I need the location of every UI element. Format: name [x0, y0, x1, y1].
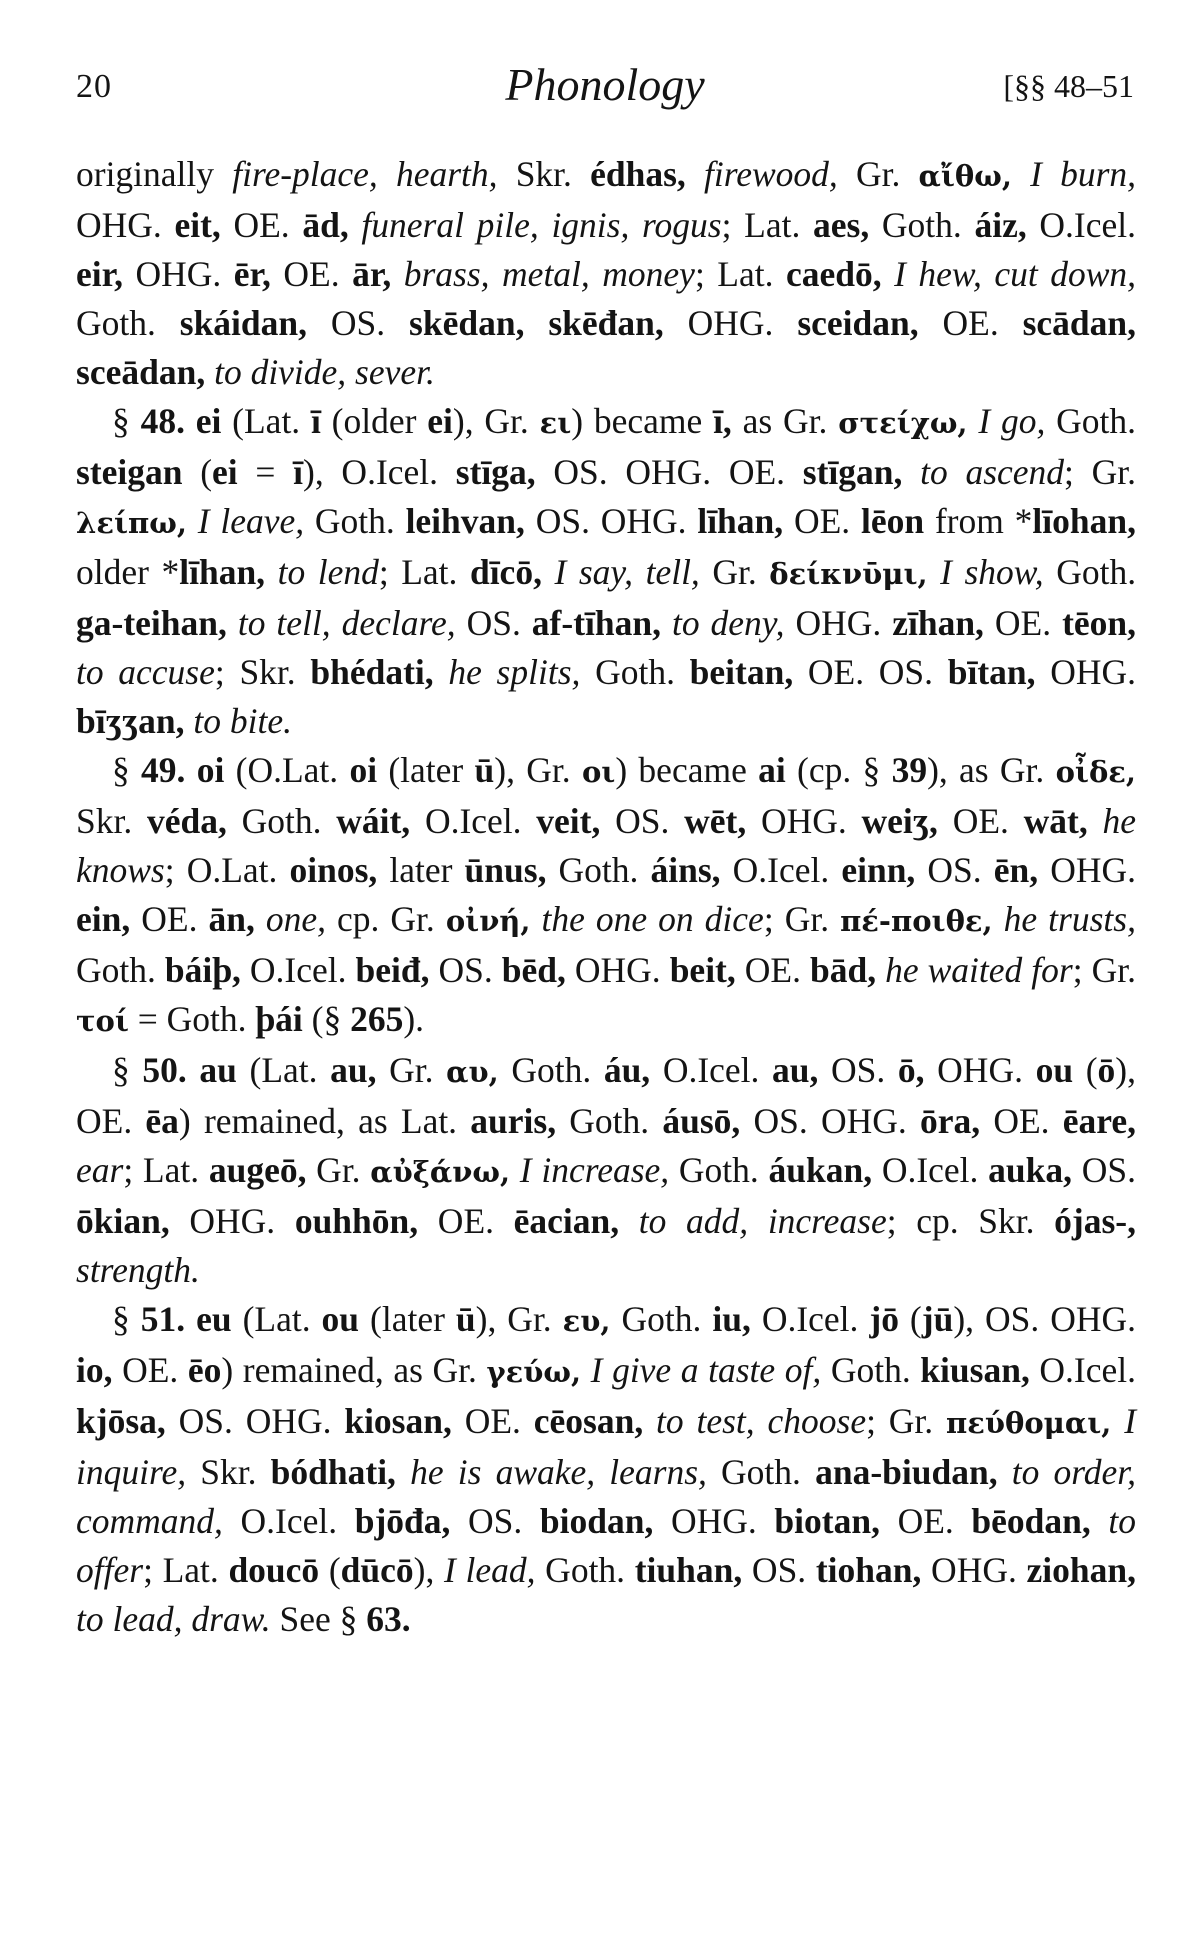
paragraph-section-49: § 49. oi (O.Lat. oi (later ū), Gr. οι) became ai (cp. § 39), as Gr. οἶδε, Skr. véda, Goth. wáit, O.Icel. veit, OS. wēt, OHG. weiʒ, OE. wāt, he knows; O.Lat. oinos, later ūnus, Goth. áins, O.Icel. einn, OS. ēn, OHG. ein, OE. ān, one, cp. Gr. οἰνή, the one on dice; Gr. πέ-ποιθε, he trusts, Goth. báiþ, O.Icel. beiđ, OS. bēd, OHG. beit, OE. bād, he waited for; Gr. τοί = Goth. þái (§ 265).	[76, 750, 1137, 1039]
paragraph-section-48: § 48. ei (Lat. ī (older ei), Gr. ει) became ī, as Gr. στείχω, I go, Goth. steigan (ei = ī), O.Icel. stīga, OS. OHG. OE. stīgan, to ascend; Gr. λείπω, I leave, Goth. leihvan, OS. OHG. līhan, OE. lēon from *līohan, older *līhan, to lend; Lat. dīcō, I say, tell, Gr. δείκνῡμι, I show, Goth. ga-teihan, to tell, declare, OS. af-tīhan, to deny, OHG. zīhan, OE. tēon, to accuse; Skr. bhédati, he splits, Goth. beitan, OE. OS. bītan, OHG. bīʒʒan, to bite.	[76, 401, 1137, 741]
paragraph-section-50: § 50. au (Lat. au, Gr. αυ, Goth. áu, O.Icel. au, OS. ō, OHG. ou (ō), OE. ēa) remained, as Lat. auris, Goth. áusō, OS. OHG. ōra, OE. ēare, ear; Lat. augeō, Gr. αὐξάνω, I increase, Goth. áukan, O.Icel. auka, OS. ōkian, OHG. ouhhōn, OE. ēacian, to add, increase; cp. Skr. ójas-, strength.	[76, 1050, 1137, 1290]
paragraph-continuation: originally fire-place, hearth, Skr. édhas, firewood, Gr. αἴθω, I burn, OHG. eit, OE. ād, funeral pile, ignis, rogus; Lat. aes, Goth. áiz, O.Icel. eir, OHG. ēr, OE. ār, brass, metal, money; Lat. caedō, I hew, cut down, Goth. skáidan, OS. skēdan, skēđan, OHG. sceidan, OE. scādan, sceādan, to divide, sever.	[76, 154, 1137, 392]
section-range: [§§ 48–51	[1003, 68, 1134, 104]
running-title: Phonology	[505, 59, 705, 110]
page-number: 20	[76, 68, 112, 105]
page-header	[76, 58, 1134, 118]
paragraph-section-51: § 51. eu (Lat. ou (later ū), Gr. ευ, Goth. iu, O.Icel. jō (jū), OS. OHG. io, OE. ēo) remained, as Gr. γεύω, I give a taste of, Goth. kiusan, O.Icel. kjōsa, OS. OHG. kiosan, OE. cēosan, to test, choose; Gr. πεύθομαι, I inquire, Skr. bódhati, he is awake, learns, Goth. ana-biudan, to order, command, O.Icel. bjōđa, OS. biodan, OHG. biotan, OE. bēodan, to offer; Lat. doucō (dūcō), I lead, Goth. tiuhan, OS. tiohan, OHG. ziohan, to lead, draw. See § 63.	[76, 1299, 1137, 1639]
body-text	[76, 150, 1136, 1644]
